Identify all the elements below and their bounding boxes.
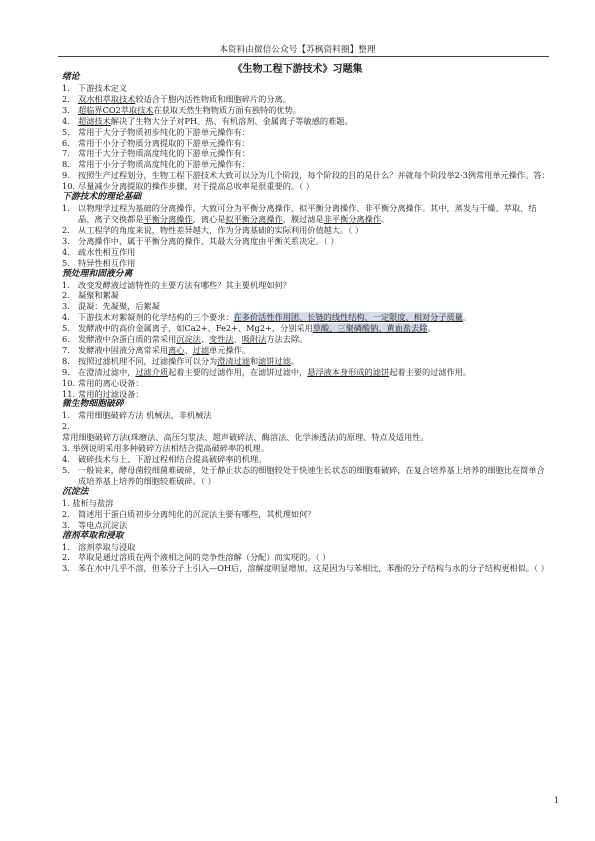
question-number: 5. [62,465,70,475]
question-number: 6. [62,334,70,345]
question-text [78,509,550,520]
section-heading: 预处理和固液分离 [62,268,133,279]
question-number: 3. [62,301,70,312]
question-item [62,236,550,247]
header-rule [58,56,549,57]
question-text [78,389,550,400]
question-number: 1. [62,497,73,508]
question-number: 1. [62,83,70,93]
text-run: 常用细胞破碎方法 机械法，非机械法 [78,410,212,421]
question-text [78,454,550,465]
text-run: 常用于大分子物质高度纯化的下游单元操作有： [78,148,250,159]
text-run: 常用的过滤设备： [78,388,144,399]
question-number: 2. [62,421,70,432]
text-run: 。 [290,355,300,366]
question-number: 9. [62,170,70,181]
question-number: 3. [62,519,70,530]
text-run: 常用于小分子物质分离提取的下游单元操作有： [78,137,250,148]
underlined-answer: 非平衡分离操作 [323,213,382,224]
question-number: 2. [62,552,70,563]
question-text [78,301,550,312]
text-run: 发酵液中杂蛋白质的常采用 [78,334,177,345]
question-number: 10. [62,377,76,388]
section-heading: 微生物细胞破碎 [62,399,124,410]
question-item [62,116,550,127]
text-run: 发酵液中的高价金属离子，如Ca2+、Fe2+、Mg2+，分别采用 [78,323,313,334]
question-item [62,323,550,334]
underlined-answer: 超滤技术 [78,115,111,126]
question-text [78,312,550,323]
text-run: 。 [462,312,472,323]
question-text [78,552,550,563]
question-item [62,421,550,432]
question-item [62,509,550,520]
question-number: 11. [62,388,76,399]
question-item [62,181,550,192]
section-heading: 下游技术的理论基础 [62,192,142,203]
question-text [78,334,550,345]
question-number: 2. [62,508,70,519]
question-text [78,105,550,116]
question-item [62,312,550,323]
question-text [78,181,550,192]
text-run: 解决了生物大分子对PH、热、有机溶剂、金属离子等敏感的难题。 [110,115,353,126]
underlined-answer: 沉淀法 [176,334,201,345]
question-text [78,127,550,138]
text-run: 、 [200,334,210,345]
question-text [78,280,550,291]
question-item [62,465,550,487]
question-number: 5. [62,257,70,268]
question-item [62,378,550,389]
question-number: 3. [62,563,70,574]
question-number: 5. [62,126,70,137]
document-title: 《生物工程下游技术》习题集 [232,64,363,75]
question-item [62,148,550,159]
text-run: 从工程学的角度来说，物性差异越大，作为分离基础的实际利用价值越大。（ ） [78,224,364,235]
question-text [78,94,550,105]
underlined-answer: 双水相萃取技术 [78,93,136,104]
question-text [78,542,550,553]
question-item [62,225,550,236]
question-item [62,159,550,170]
question-number: 1. [62,410,70,421]
question-text [78,236,550,247]
underlined-answer: 滤饼过滤 [258,355,291,366]
question-text [78,138,550,149]
underlined-answer: 平衡分离操作 [143,213,193,224]
question-item [62,334,550,345]
text-run: 。 [381,213,390,224]
question-number: 3. [62,104,70,115]
text-run: 溶剂萃取与浸取 [78,541,136,552]
question-text [78,421,550,432]
text-run: 发酵液中固液分离常采用 [78,344,169,355]
question-number: 8. [62,355,70,366]
question-item [62,356,550,367]
question-item [62,203,550,225]
underlined-answer: 变性法 [209,334,234,345]
question-text [78,203,550,225]
text-run: 按照过滤机理不同，过滤操作可以分为 [78,355,218,366]
question-item [62,247,550,258]
question-number: 1. [62,541,70,552]
underlined-answer: 拟平衡分离操作 [225,213,283,224]
question-item [62,520,550,531]
question-number: 2. [62,224,70,235]
text-run: 举例说明采用多种破碎方法相结合提高破碎率的机理。 [72,443,269,454]
question-item [62,454,550,465]
underlined-answer: 澄清过滤 [217,355,250,366]
question-text [78,225,550,236]
text-run: 按照生产过程划分，生物工程下游技术大致可以分为几个阶段，每个阶段的目的是什么？并就每个阶段举2-3例常用单元操作。答： [78,170,550,181]
question-number: 2. [62,93,70,104]
question-item [62,290,550,301]
question-item [62,280,550,291]
question-item [62,138,550,149]
page-number: 1 [553,796,559,805]
section-heading: 绪论 [62,72,80,82]
question-item [62,498,550,509]
text-run: ，离心是 [192,213,226,224]
question-text [78,356,550,367]
question-text [78,367,550,378]
text-run: 特异性相互作用 [78,257,136,268]
question-item [62,367,550,378]
text-run: 等电点沉淀法 [78,519,128,530]
underlined-answer: 超临界CO2萃取技术 [78,104,154,115]
text-run: 萃取是通过溶质在两个液相之间的竞争性溶解（分配）而实现的。（ ） [78,552,331,563]
page-header: 本资料由微信公众号【苏枫资料圈】整理 [219,45,376,55]
question-item [62,563,550,574]
question-text [72,443,269,453]
section-heading: 沉淀法 [62,486,89,497]
question-item [62,170,550,181]
question-number: 3. [62,443,73,454]
text-run: 以物理学过程为基础的分离操作，大致可分为平衡分离操作、拟平衡分离操作、非平衡分离操作。其中，蒸发与干燥、萃取、结晶、离子交换都是 [78,203,537,224]
question-text [62,432,429,442]
question-number: 8. [62,159,70,170]
text-run: 简述用于蛋白质初步分离纯化的沉淀法主要有哪些，其机理如何？ [78,508,316,519]
text-run: 。 [427,323,436,334]
text-run: 下游技术对絮凝剂的化学结构的三个要求： [78,312,234,323]
question-text [78,465,550,487]
question-text [78,410,550,421]
underlined-answer: 过滤介质 [135,366,169,377]
question-number: 4. [62,312,70,323]
question-number: 4. [62,246,70,257]
question-item [62,94,550,105]
question-number: 3. [62,235,70,246]
text-run: 和 [249,355,259,366]
question-item [62,410,550,421]
text-run: 尽量减少分离提取的操作步骤，对于提高总收率是很重要的。（ ） [78,181,314,192]
question-text [78,83,550,94]
question-text [78,520,550,531]
question-item [62,83,550,94]
underlined-answer: 悬浮液本身形成的滤饼 [307,366,390,377]
question-text [78,116,550,127]
text-run: 疏水性相互作用 [78,246,136,257]
underlined-answer: 离心 [168,344,185,355]
question-item [62,301,550,312]
text-run: 在获取天然生物物质方面有独特的优势。 [153,104,301,115]
question-text [78,378,550,389]
question-number: 1. [62,203,70,214]
question-item [62,443,550,454]
text-run: 常用于小分子物质高度纯化的下游单元操作有： [78,159,250,170]
text-run: 凝聚和絮凝 [78,290,119,301]
question-item [62,389,550,400]
question-item [62,345,550,356]
question-text [78,258,550,269]
question-number: 4. [62,454,70,465]
text-run: 起着主要的过滤作用，在滤饼过滤中， [168,366,308,377]
question-item [62,542,550,553]
question-number: 7. [62,148,70,159]
question-text [78,159,550,170]
text-run: 、 [233,334,242,345]
question-number: 9. [62,366,70,377]
text-run: 常用细胞破碎方法(珠磨法、高压匀浆法、超声破碎法、酶溶法、化学渗透法)的原理、特点及适用性。 [62,432,429,443]
question-item [62,552,550,563]
question-number: 7. [62,344,70,355]
question-text [78,323,550,334]
text-run: 、 [184,344,193,355]
question-text [78,345,550,356]
text-run: 单元操作。 [209,344,251,355]
question-number: 2. [62,290,70,301]
question-number: 1. [62,279,70,290]
text-run: 下游技术定义 [78,83,128,93]
text-run: 一般说来，酵母菌较细菌难破碎，处于静止状态的细胞较处于快速生长状态的细胞难破碎，在复合培养基上培养的细胞比在简单合成培养基上培养的细胞较难破碎。（ ） [78,465,545,486]
text-run: ，膜过滤是 [282,213,324,224]
text-run: 盐析与盐溶 [72,497,114,508]
text-run: 方法去除。 [266,334,308,345]
question-item [62,105,550,116]
question-text [78,563,550,574]
question-text [78,290,550,301]
question-number: 10. [62,181,76,192]
question-text [78,148,550,159]
text-run: 分离操作中，属于平衡分离的操作，其最大分离度由平衡关系决定。（ ） [78,235,339,246]
question-text [78,247,550,258]
document-body [62,72,550,574]
question-number: 4. [62,115,70,126]
section-heading: 溶剂萃取和浸取 [62,530,124,541]
text-run: 常用于大分子物质初步纯化的下游单元操作有： [78,126,250,137]
underlined-answer: 在多价活性作用团、长链的线性结构、一定限度、相对分子质量 [233,312,463,323]
question-item [62,127,550,138]
underlined-answer: 过滤 [192,344,210,355]
question-item [62,258,550,269]
question-text [72,498,113,508]
question-text [78,170,550,181]
text-run: 破碎技术与上、下游过程相结合提高破碎率的机理。 [78,454,267,465]
text-run: 常用的离心设备： [78,377,144,388]
text-run: 在澄清过滤中， [78,366,136,377]
question-number: 5. [62,323,70,334]
text-run: 起着主要的过滤作用。 [389,366,472,377]
text-run: 较适合于胞内活性物质和细胞碎片的分离。 [135,93,291,104]
text-run: 改变发酵液过滤特性的主要方法有哪些？其主要机理如何？ [78,279,291,290]
question-item [62,432,550,443]
underlined-answer: 草酸、三聚磷酸钠、黄血盐去除 [312,323,428,334]
underlined-answer: 吸附法 [241,334,267,345]
question-number: 6. [62,137,70,148]
text-run: 混凝：先凝聚，后絮凝 [78,301,160,312]
text-run: 苯在水中几乎不溶，但苯分子上引入—OH后，溶解度明显增加，这是因为与苯相比，苯酚的分子结构与水的分子结构更相似。（ ） [78,563,549,574]
